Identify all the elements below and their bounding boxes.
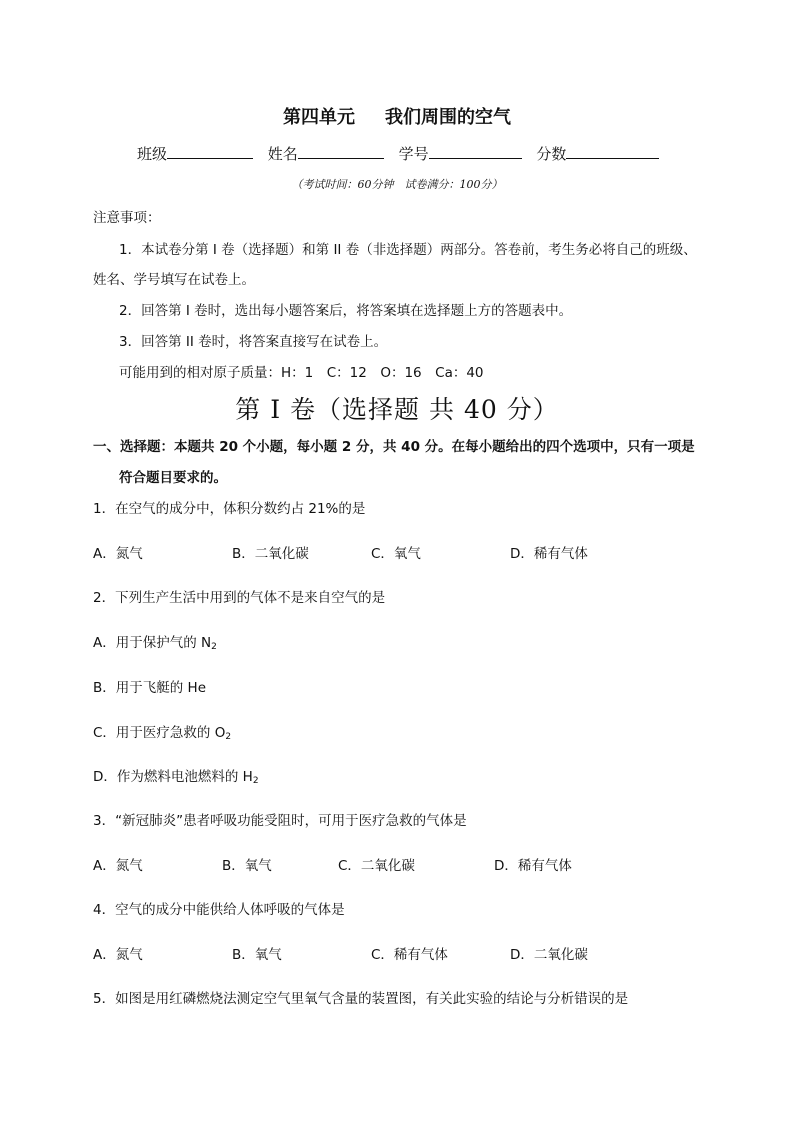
exam-info: （考试时间：60分钟 试卷满分：100分） bbox=[291, 178, 503, 191]
unit-label: 第四单元 bbox=[283, 107, 355, 128]
q2-option-a-subscript: 2 bbox=[211, 642, 217, 652]
instruction-line-2: 符合题目要求的。 bbox=[119, 470, 227, 486]
name-blank[interactable] bbox=[298, 143, 384, 159]
q2-option-a[interactable] bbox=[93, 631, 217, 652]
q2-option-c-text: C．用于医疗急救的 O bbox=[93, 725, 226, 741]
instruction-line-1: 一、选择题：本题共 20 个小题，每小题 2 分，共 40 分。在每小题给出的四个选项中，只有一项是 bbox=[93, 439, 695, 455]
score-blank[interactable] bbox=[566, 143, 659, 159]
q2-option-d[interactable] bbox=[93, 765, 259, 786]
q2-option-c[interactable] bbox=[93, 721, 231, 742]
question-5-stem: 5．如图是用红磷燃烧法测定空气里氧气含量的装置图，有关此实验的结论与分析错误的是 bbox=[93, 991, 629, 1007]
q3-option-b[interactable]: B．氧气 bbox=[222, 858, 272, 874]
note-item-1: 1．本试卷分第 I 卷（选择题）和第 II 卷（非选择题）两部分。答卷前，考生务必将自己的班级、 bbox=[119, 242, 697, 258]
q4-option-a[interactable]: A．氮气 bbox=[93, 947, 143, 963]
id-blank[interactable] bbox=[429, 143, 522, 159]
note-item-3: 3．回答第 II 卷时，将答案直接写在试卷上。 bbox=[119, 334, 388, 350]
atomic-mass-info: 可能用到的相对原子质量：H：1 C：12 O：16 Ca：40 bbox=[119, 365, 484, 381]
q2-option-b-text: B．用于飞艇的 He bbox=[93, 680, 207, 696]
class-label: 班级 bbox=[137, 145, 168, 163]
q2-option-d-subscript: 2 bbox=[252, 776, 259, 786]
q4-option-c[interactable]: C．稀有气体 bbox=[371, 947, 448, 963]
q2-option-d-text: D．作为燃料电池燃料的 H bbox=[93, 769, 253, 785]
page-title bbox=[0, 103, 794, 129]
note-item-2: 2．回答第 I 卷时，选出每小题答案后，将答案填在选择题上方的答题表中。 bbox=[119, 303, 573, 319]
notes-heading: 注意事项： bbox=[93, 210, 161, 226]
note-item-1-cont: 姓名、学号填写在试卷上。 bbox=[93, 272, 255, 288]
id-label: 学号 bbox=[398, 145, 429, 163]
name-label: 姓名 bbox=[267, 145, 298, 163]
q3-option-c[interactable]: C．二氧化碳 bbox=[338, 858, 415, 874]
q4-option-d[interactable]: D．二氧化碳 bbox=[510, 947, 588, 963]
q4-option-b[interactable]: B．氧气 bbox=[232, 947, 282, 963]
q3-option-a[interactable]: A．氮气 bbox=[93, 858, 143, 874]
unit-name: 我们周围的空气 bbox=[385, 107, 511, 128]
class-blank[interactable] bbox=[167, 143, 253, 159]
section-title: 第 I 卷（选择题 共 40 分） bbox=[235, 395, 559, 424]
q1-option-c[interactable]: C．氧气 bbox=[371, 546, 421, 562]
question-2-stem: 2．下列生产生活中用到的气体不是来自空气的是 bbox=[93, 590, 386, 606]
score-label: 分数 bbox=[536, 145, 567, 163]
q2-option-b[interactable] bbox=[93, 676, 206, 696]
q1-option-d[interactable]: D．稀有气体 bbox=[510, 546, 588, 562]
q1-option-a[interactable]: A．氮气 bbox=[93, 546, 143, 562]
q1-option-b[interactable]: B．二氧化碳 bbox=[232, 546, 309, 562]
q3-option-d[interactable]: D．稀有气体 bbox=[494, 858, 572, 874]
q2-option-a-text: A．用于保护气的 N bbox=[93, 635, 212, 651]
question-1-stem: 1．在空气的成分中，体积分数约占 21%的是 bbox=[93, 501, 366, 517]
q2-option-c-subscript: 2 bbox=[225, 732, 232, 742]
question-3-stem: 3．“新冠肺炎”患者呼吸功能受阻时，可用于医疗急救的气体是 bbox=[93, 813, 467, 829]
student-info-fields bbox=[137, 143, 659, 164]
question-4-stem: 4．空气的成分中能供给人体呼吸的气体是 bbox=[93, 902, 345, 918]
